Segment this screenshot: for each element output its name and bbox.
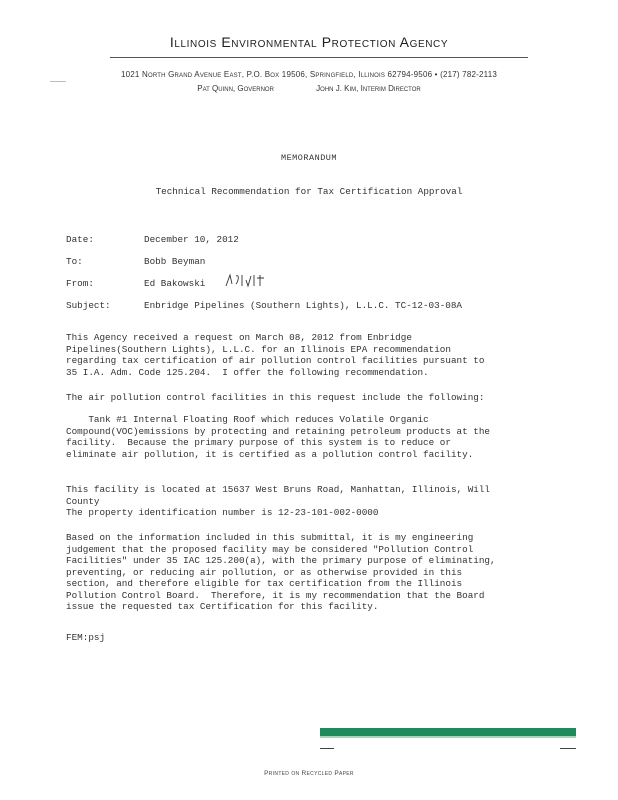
date-field [66,234,239,245]
from-value: Ed Bakowski [144,278,206,289]
footer-left-dash [320,748,334,749]
subject-value: Enbridge Pipelines (Southern Lights), L.L.C. TC-12-03-08A [144,300,463,311]
officials-line [0,84,618,93]
date-label: Date: [66,234,94,245]
margin-mark [50,81,66,82]
governor-name: Pat Quinn, Governor [197,84,274,93]
agency-address: 1021 North Grand Avenue East, P.O. Box 19506, Springfield, Illinois 62794-9506 • (217) 782-2113 [120,70,498,79]
footer-green-bar [320,728,576,736]
director-name: John J. Kim, Interim Director [316,84,421,93]
date-value: December 10, 2012 [144,234,239,245]
initials-line: FEM:psj [66,632,106,643]
to-field [66,256,205,267]
from-label: From: [66,278,94,289]
handwritten-initials [224,272,268,290]
recommendation-paragraph: Based on the information included in this submittal, it is my engineering judgement that the proposed facility may be considered "Pollution Control Facilities" under 35 IAC 125.200(a), with the primary purpose of eliminating, preventing, or reducing air pollution, or as otherwise provided in this section, and therefore eligible for tax certification from the Illinois Pollution Control Board. Therefore, it is my recommendation that the Board issue the requested tax Certification for this facility. [66,532,496,612]
location-paragraph: This facility is located at 15637 West Bruns Road, Manhattan, Illinois, Will County The property identification number is 12-23-101-002-0000 [66,484,491,518]
recycled-paper-note: Printed on Recycled Paper [264,770,354,777]
to-value: Bobb Beyman [144,256,206,267]
facilities-intro: The air pollution control facilities in this request include the following: [66,392,485,403]
memo-heading: Technical Recommendation for Tax Certification Approval [155,186,463,197]
footer-right-dash [560,748,576,749]
agency-title: Illinois Environmental Protection Agency [169,34,449,50]
header-rule [110,57,528,58]
intro-paragraph: This Agency received a request on March 08, 2012 from Enbridge Pipelines(Southern Lights), L.L.C. for an Illinois EPA recommendation regarding tax certification of air pollution control facilities pursuant to 35 I.A. Adm. Code 125.204. I offer the following recommendation. [66,332,485,378]
facility-description: Tank #1 Internal Floating Roof which reduces Volatile Organic Compound(VOC)emissions by protecting and retaining petroleum products at the facility. Because the primary purpose of this system is to reduce or eliminate air pollution, it is certified as a pollution control facility. [66,414,491,460]
footer-green-bar-shadow [320,736,576,738]
from-field [66,278,205,289]
subject-label: Subject: [66,300,111,311]
subject-field [66,300,462,311]
to-label: To: [66,256,83,267]
memo-label: MEMORANDUM [280,153,337,163]
